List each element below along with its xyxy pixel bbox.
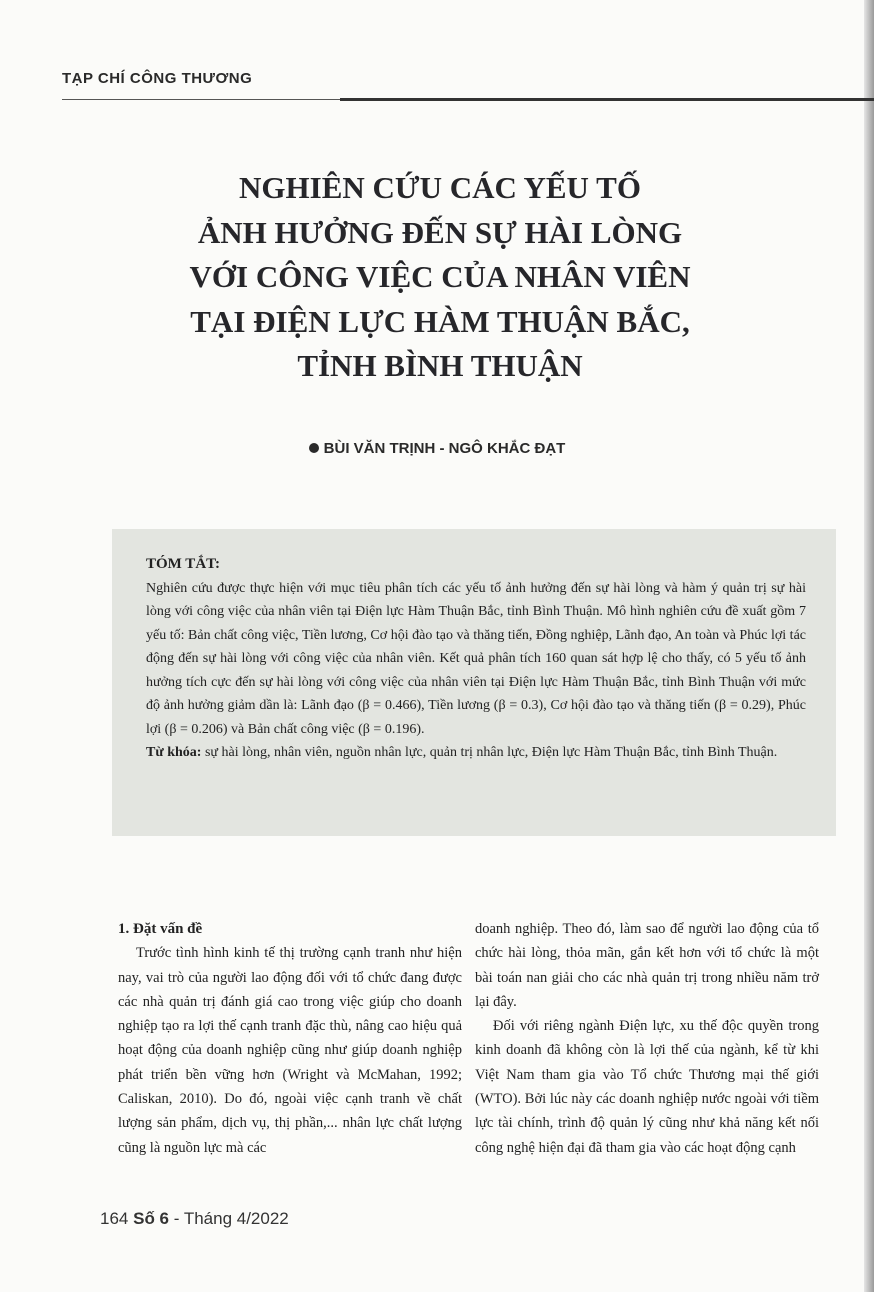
title-line: TỈNH BÌNH THUẬN bbox=[297, 348, 583, 383]
left-column bbox=[118, 917, 462, 1160]
title-line: TẠI ĐIỆN LỰC HÀM THUẬN BẮC, bbox=[190, 303, 690, 339]
keywords bbox=[146, 741, 806, 765]
title-line: NGHIÊN CỨU CÁC YẾU TỐ bbox=[239, 170, 641, 205]
bullet-icon bbox=[309, 443, 319, 453]
issue-date: - Tháng 4/2022 bbox=[173, 1209, 289, 1228]
header-rule-accent bbox=[340, 98, 874, 101]
issue-number: Số 6 bbox=[133, 1209, 170, 1228]
authors: BÙI VĂN TRỊNH - NGÔ KHẮC ĐẠT bbox=[323, 440, 566, 457]
article-title bbox=[120, 166, 760, 389]
abstract-body: Nghiên cứu được thực hiện với mục tiêu phân tích các yếu tố ảnh hưởng đến sự hài lòng và hàm ý quản trị sự hài lòng với công việc của nhân viên tại Điện lực Hàm Thuận Bắc, tỉnh Bình Thuận. Mô hình nghiên cứu đề xuất gồm 7 yếu tố: Bản chất công việc, Tiền lương, Cơ hội đào tạo và thăng tiến, Đồng nghiệp, Lãnh đạo, An toàn và Phúc lợi tác động đến sự hài lòng với công việc của nhân viên. Kết quả phân tích 160 quan sát hợp lệ cho thấy, có 5 yếu tố ảnh hưởng tích cực đến sự hài lòng với công việc của nhân viên tại Điện lực Hàm Thuận Bắc, tỉnh Bình Thuận với mức độ ảnh hưởng giảm dần là: Lãnh đạo (β = 0.466), Tiền lương (β = 0.3), Cơ hội đào tạo và thăng tiến (β = 0.29), Phúc lợi (β = 0.206) và Bản chất công việc (β = 0.196). bbox=[146, 580, 806, 737]
journal-name: TẠP CHÍ CÔNG THƯƠNG bbox=[62, 70, 253, 87]
section-title: 1. Đặt vấn đề bbox=[118, 921, 203, 937]
abstract-box bbox=[112, 529, 836, 836]
page-number: 164 bbox=[100, 1209, 129, 1228]
right-column bbox=[475, 917, 819, 1160]
abstract-content bbox=[146, 553, 806, 765]
paragraph: doanh nghiệp. Theo đó, làm sao để người lao động của tổ chức hài lòng, thỏa mãn, gắn kết hơn với tổ chức là một bài toán nan giải cho các nhà quản trị trong nhiều năm trở lại đây. bbox=[475, 921, 819, 1010]
authors-line bbox=[0, 440, 874, 457]
abstract-heading: TÓM TẮT: bbox=[146, 556, 221, 572]
keywords-text: sự hài lòng, nhân viên, nguồn nhân lực, quản trị nhân lực, Điện lực Hàm Thuận Bắc, tỉnh Bình Thuận. bbox=[201, 745, 778, 760]
paragraph: Trước tình hình kinh tế thị trường cạnh tranh như hiện nay, vai trò của người lao động đối với tổ chức đang được các nhà quản trị đánh giá cao trong việc giúp cho doanh nghiệp tạo ra lợi thế cạnh tranh đặc thù, nâng cao hiệu quả hoạt động của doanh nghiệp cũng như giúp doanh nghiệp phát triển bền vững hơn (Wright và McMahan, 1992; Caliskan, 2010). Do đó, ngoài việc cạnh tranh về chất lượng sản phẩm, dịch vụ, thị phần,... nhân lực chất lượng cũng là nguồn lực mà các bbox=[118, 945, 462, 1156]
title-line: ẢNH HƯỞNG ĐẾN SỰ HÀI LÒNG bbox=[197, 214, 683, 250]
page-edge-shadow bbox=[864, 0, 874, 1292]
title-line: VỚI CÔNG VIỆC CỦA NHÂN VIÊN bbox=[189, 259, 691, 294]
paragraph: Đối với riêng ngành Điện lực, xu thế độc quyền trong kinh doanh đã không còn là lợi thế của ngành, kể từ khi Việt Nam tham gia vào Tổ chức Thương mại thế giới (WTO). Bởi lúc này các doanh nghiệp nước ngoài với tiềm lực tài chính, trình độ quản lý cũng như khả năng kết nối công nghệ hiện đại đã tham gia vào các hoạt động cạnh bbox=[475, 1018, 819, 1156]
keywords-label: Từ khóa: bbox=[146, 745, 202, 760]
page-footer bbox=[100, 1209, 289, 1229]
